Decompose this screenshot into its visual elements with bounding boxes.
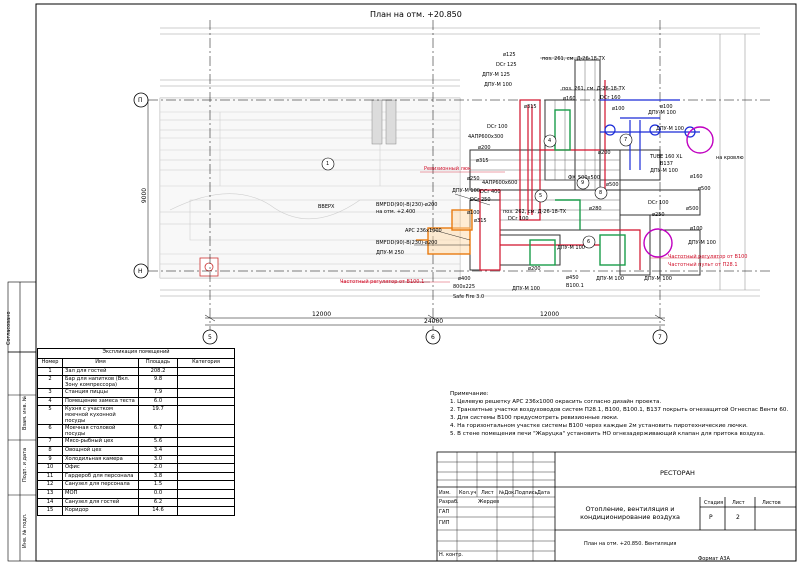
label-dcr100b: DCr 100 bbox=[508, 216, 529, 222]
tb-sheet: 2 bbox=[736, 514, 740, 521]
table-cell: 1.5 bbox=[139, 481, 178, 490]
table-cell: 14.6 bbox=[139, 507, 178, 516]
label-dpu100e: ДПУ-М 100 bbox=[644, 276, 672, 282]
room-number-4: 4 bbox=[548, 138, 552, 144]
table-cell: Мясо-рыбный цех bbox=[63, 438, 139, 447]
label-size500: 500х500 bbox=[578, 175, 601, 181]
rooms-header-name: Имя bbox=[63, 359, 139, 368]
label-bmf1b: на отм. +2.400 bbox=[376, 209, 416, 215]
label-d100c: ø100 bbox=[690, 226, 703, 232]
table-cell: 13 bbox=[38, 489, 63, 498]
table-row bbox=[38, 498, 235, 507]
rooms-header-number: Номер bbox=[38, 359, 63, 368]
label-dpu100c: ДПУ-М 100 bbox=[512, 286, 540, 292]
table-cell: 3 bbox=[38, 389, 63, 398]
label-na-krovlyu: на кровлю bbox=[716, 155, 744, 161]
label-d100a: ø100 bbox=[467, 210, 480, 216]
tb-gap: ГАП bbox=[439, 509, 450, 515]
table-cell: 5.6 bbox=[139, 438, 178, 447]
table-row bbox=[38, 367, 235, 376]
table-cell: 19.7 bbox=[139, 406, 178, 425]
tb-stage: Р bbox=[709, 514, 713, 521]
label-reg-b1001: Частотный регулятор от В100.1 bbox=[340, 279, 425, 285]
table-cell: Станция пиццы bbox=[63, 389, 139, 398]
table-row bbox=[38, 376, 235, 389]
room-number-8: 8 bbox=[599, 190, 603, 196]
rooms-header-area: Площадь bbox=[139, 359, 178, 368]
label-safefire: Safe Fire 3.0 bbox=[453, 294, 485, 300]
table-cell bbox=[178, 455, 235, 464]
dim-9000: 9000 bbox=[141, 187, 149, 204]
tb-sheet-title: Отопление, вентиляция и кондиционирование воздуха bbox=[580, 505, 680, 521]
table-cell: Моечная столовой посуды bbox=[63, 425, 139, 438]
table-row bbox=[38, 425, 235, 438]
table-cell bbox=[178, 489, 235, 498]
label-dcr160: DCr 160 bbox=[600, 95, 621, 101]
label-apr: 4АПР600х300 bbox=[468, 134, 504, 140]
tb-project: РЕСТОРАН bbox=[660, 469, 695, 477]
label-d315c: ø315 bbox=[474, 218, 487, 224]
table-cell: 10 bbox=[38, 464, 63, 473]
dim-12000-left: 12000 bbox=[312, 311, 332, 318]
label-vverkh: ВВЕРХ bbox=[318, 204, 335, 210]
table-cell bbox=[178, 498, 235, 507]
table-cell: 9 bbox=[38, 455, 63, 464]
table-cell bbox=[178, 438, 235, 447]
table-cell bbox=[178, 464, 235, 473]
label-vk: ФК bbox=[568, 175, 576, 181]
tb-col-list: Лист bbox=[481, 490, 494, 496]
tb-gip: ГИП bbox=[439, 520, 450, 526]
note-item: 2. Транзитные участки воздуховодов систем П28.1, В100, В100.1, В137 покрыть огнезащитой Огнеспас Венти 60. bbox=[450, 407, 789, 413]
table-cell: 4 bbox=[38, 397, 63, 406]
table-cell: 7.9 bbox=[139, 389, 178, 398]
label-d200b: ø200 bbox=[598, 150, 611, 156]
table-cell: Бар для напитков (Вкл. Зону компрессора) bbox=[63, 376, 139, 389]
label-tube: TUBE 160 XL bbox=[650, 154, 683, 160]
table-cell: Санузел для гостей bbox=[63, 498, 139, 507]
label-dpu125: ДПУ-М 125 bbox=[482, 72, 510, 78]
table-row bbox=[38, 406, 235, 425]
table-row bbox=[38, 472, 235, 481]
table-row bbox=[38, 481, 235, 490]
label-apc: АРС 236х1000 bbox=[405, 228, 442, 234]
label-dpu100j: ДПУ-М 100 bbox=[557, 245, 585, 251]
label-b1001: В100.1 bbox=[566, 283, 584, 289]
label-dcr125: DCr 125 bbox=[496, 62, 517, 68]
label-d160: ø160 bbox=[690, 174, 703, 180]
axis-label-5: 5 bbox=[208, 334, 212, 341]
label-d500: ø500 bbox=[606, 182, 619, 188]
table-cell: 5 bbox=[38, 406, 63, 425]
table-cell: 208.2 bbox=[139, 367, 178, 376]
label-dpu100b: ДПУ-М 100 bbox=[452, 188, 480, 194]
table-cell: 3.4 bbox=[139, 446, 178, 455]
label-dcr400: DCr 400 bbox=[480, 189, 501, 195]
label-bmf1: BMFDD(90)-B(230)-ø200 bbox=[376, 202, 438, 208]
table-cell: Помещение замеса теста bbox=[63, 397, 139, 406]
table-cell: Овощной цех bbox=[63, 446, 139, 455]
label-rev-hatch: Ревизионный люк bbox=[424, 166, 472, 172]
table-cell bbox=[178, 389, 235, 398]
label-d500c: ø500 bbox=[698, 186, 711, 192]
axis-label-6: 6 bbox=[431, 334, 435, 341]
table-cell: 6 bbox=[38, 425, 63, 438]
tb-sheets-header: Листов bbox=[762, 500, 781, 506]
rooms-header-category: Категория bbox=[178, 359, 235, 368]
table-cell bbox=[178, 367, 235, 376]
dim-24000: 24000 bbox=[424, 318, 444, 325]
rooms-table-title: Экспликация помещений bbox=[38, 349, 235, 359]
label-d100d: ø100 bbox=[660, 104, 673, 110]
notes-block bbox=[450, 390, 788, 438]
label-reg-right: Частотный регулятор от В100 bbox=[668, 254, 748, 260]
room-number-7: 7 bbox=[624, 137, 628, 143]
table-cell: 1 bbox=[38, 367, 63, 376]
label-d250b: ø250 bbox=[652, 212, 665, 218]
table-cell: МОП bbox=[63, 489, 139, 498]
table-cell: 6.7 bbox=[139, 425, 178, 438]
tb-col-data: Дата bbox=[537, 490, 550, 496]
table-cell: 14 bbox=[38, 498, 63, 507]
label-apr2: 4АПР600х600 bbox=[482, 180, 518, 186]
rooms-table-body bbox=[38, 367, 235, 515]
label-size800: 800х225 bbox=[453, 284, 476, 290]
table-cell: 11 bbox=[38, 472, 63, 481]
label-dpu100g: ДПУ-М 100 bbox=[648, 110, 676, 116]
table-cell: Холодильная камера bbox=[63, 455, 139, 464]
table-row bbox=[38, 397, 235, 406]
note-item: 1. Целевую решетку АРС 236х1000 окрасить согласно дизайн проекта. bbox=[450, 399, 662, 405]
axis-label-n: Н bbox=[138, 268, 143, 275]
rooms-table bbox=[37, 348, 235, 516]
tb-plan-name: План на отм. +20.850. Вентиляция bbox=[584, 541, 677, 547]
label-ref-mid: поз. 262, см. Д-26-18-ТХ bbox=[503, 209, 567, 215]
table-cell: Кухня с участком моечной кухонной посуды bbox=[63, 406, 139, 425]
label-d125: ø125 bbox=[503, 52, 516, 58]
table-cell: 2 bbox=[38, 376, 63, 389]
axis-label-7: 7 bbox=[658, 334, 662, 341]
label-ref-top2: поз. 261, см. Д-26-18-ТХ bbox=[562, 86, 626, 92]
table-cell: Санузел для персонала bbox=[63, 481, 139, 490]
table-cell bbox=[178, 397, 235, 406]
table-cell: 9.8 bbox=[139, 376, 178, 389]
table-row bbox=[38, 489, 235, 498]
label-d450: ø450 bbox=[566, 275, 579, 281]
table-cell bbox=[178, 406, 235, 425]
table-row bbox=[38, 389, 235, 398]
notes-title: Примечание: bbox=[450, 391, 489, 397]
table-cell bbox=[178, 472, 235, 481]
table-row bbox=[38, 438, 235, 447]
table-cell: 15 bbox=[38, 507, 63, 516]
table-cell: Зал для гостей bbox=[63, 367, 139, 376]
label-d160b: ø160 bbox=[563, 96, 576, 102]
table-cell: Гардероб для персонала bbox=[63, 472, 139, 481]
table-row bbox=[38, 507, 235, 516]
tb-col-izm: Изм. bbox=[439, 490, 451, 496]
label-ref-top1: поз. 261, см. Д-26-18-ТХ bbox=[542, 56, 606, 62]
table-cell: 6.0 bbox=[139, 397, 178, 406]
room-number-6: 6 bbox=[587, 239, 591, 245]
note-item: 4. На горизонтальном участке системы В100 через каждые 2м установить пиротехнические лючки. bbox=[450, 423, 748, 429]
label-dpu100a: ДПУ-М 100 bbox=[484, 82, 512, 88]
note-item: 3. Для системы В100 предусмотреть ревизионные люки. bbox=[450, 415, 619, 421]
label-pult: Частотный пульт от П28.1 bbox=[668, 262, 738, 268]
tb-razrab: Разраб. bbox=[439, 499, 459, 505]
stamp-inv-podl: Инв. № подл. bbox=[22, 513, 28, 548]
label-dpu100h: ДПУ-М 100 bbox=[656, 126, 684, 132]
tb-col-podp: Подпись bbox=[515, 490, 538, 496]
label-dpu250: ДПУ-М 250 bbox=[376, 250, 404, 256]
label-bmf2: BMFDD(90)-B(230)-ø200 bbox=[376, 240, 438, 246]
label-d280: ø280 bbox=[589, 206, 602, 212]
table-cell: 0.0 bbox=[139, 489, 178, 498]
table-cell bbox=[178, 507, 235, 516]
room-number-9: 9 bbox=[581, 180, 585, 186]
label-d315b: ø315 bbox=[476, 158, 489, 164]
label-dpu100f: ДПУ-М 100 bbox=[650, 168, 678, 174]
tb-nkontr: Н. контр. bbox=[439, 552, 463, 558]
label-d315: ø315 bbox=[524, 104, 537, 110]
label-d400: ø400 bbox=[458, 276, 471, 282]
table-cell: Коридор bbox=[63, 507, 139, 516]
tb-format: Формат А3А bbox=[698, 556, 730, 562]
tb-stage-header: Стадия bbox=[704, 500, 724, 506]
table-cell: 3.8 bbox=[139, 472, 178, 481]
table-cell: Офис bbox=[63, 464, 139, 473]
label-dcr100: DCr 100 bbox=[487, 124, 508, 130]
table-cell bbox=[178, 376, 235, 389]
table-row bbox=[38, 464, 235, 473]
table-cell: 3.0 bbox=[139, 455, 178, 464]
tb-col-koluch: Кол.уч bbox=[459, 490, 477, 496]
stamp-soglasovano: Согласовано bbox=[6, 311, 12, 345]
label-dcr100c: DCr 100 bbox=[648, 200, 669, 206]
label-d100b: ø100 bbox=[612, 106, 625, 112]
label-d250: ø250 bbox=[467, 176, 480, 182]
label-dpu100d: ДПУ-М 100 bbox=[596, 276, 624, 282]
room-number-5: 5 bbox=[539, 193, 543, 199]
label-b137: В137 bbox=[660, 161, 673, 167]
table-cell: 2.0 bbox=[139, 464, 178, 473]
dim-12000-right: 12000 bbox=[540, 311, 560, 318]
table-cell bbox=[178, 481, 235, 490]
axis-label-p: П bbox=[138, 97, 143, 104]
label-d500b: ø500 bbox=[686, 206, 699, 212]
label-d200: ø200 bbox=[478, 145, 491, 151]
label-dpu100i: ДПУ-М 100 bbox=[688, 240, 716, 246]
label-d200c: ø200 bbox=[528, 266, 541, 272]
plan-title: План на отм. +20.850 bbox=[370, 10, 462, 19]
table-cell: 7 bbox=[38, 438, 63, 447]
label-dcr250: DCr 250 bbox=[470, 197, 491, 203]
table-cell: 12 bbox=[38, 481, 63, 490]
table-row bbox=[38, 455, 235, 464]
table-row bbox=[38, 446, 235, 455]
tb-col-ndok: №Док. bbox=[499, 490, 516, 496]
note-item: 5. В стене помещения печи "Жаруцка" установить НО огнезадерживающий клапан для притока воздуха. bbox=[450, 431, 765, 437]
table-cell: 8 bbox=[38, 446, 63, 455]
table-cell: 6.2 bbox=[139, 498, 178, 507]
room-number-1: 1 bbox=[326, 161, 330, 167]
tb-razrab-name: Жердев bbox=[478, 499, 500, 505]
tb-sheet-header: Лист bbox=[732, 500, 745, 506]
table-cell bbox=[178, 425, 235, 438]
stamp-podp-data: Подп. и дата bbox=[22, 447, 28, 482]
stamp-vzam-inv: Взам. инв. № bbox=[22, 396, 28, 430]
table-cell bbox=[178, 446, 235, 455]
